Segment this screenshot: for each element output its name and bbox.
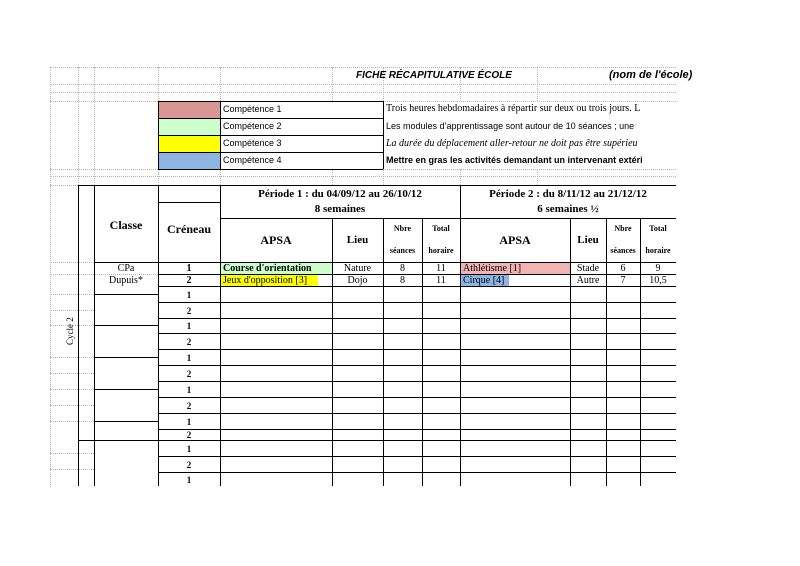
p1-nbre-row2: 8 [400,275,405,286]
header-classe: Classe [109,218,143,232]
creneau-empty-4: 2 [186,337,192,347]
header-p2-seances: séances [610,246,636,255]
school-name-placeholder: (nom de l'école) [609,69,693,81]
creneau-row1: 1 [186,263,192,274]
header-p2-nbre: Nbre [614,224,632,233]
creneau-empty-7: 1 [186,385,192,395]
p2-lieu-row2: Autre [576,275,600,286]
sheet-title: FICHE RÉCAPITULATIVE ÉCOLE [356,70,512,81]
p2-apsa-text-row1: Athlétisme [1] [463,263,522,274]
legend-label-4: Compétence 4 [223,155,282,165]
note-bold: Mettre en gras les activités demandant un intervenant extéri [386,155,643,165]
creneau-empty-9: 1 [186,417,192,427]
header-p1-lieu: Lieu [346,234,369,246]
p2-nbre-row1: 6 [620,263,626,274]
class-name-line1: CPa [117,263,135,274]
header-periode1-weeks: 8 semaines [314,203,366,215]
p1-nbre-row1: 8 [400,263,405,274]
p1-apsa-cell-row2[interactable] [221,275,318,286]
legend-label-2: Compétence 2 [223,121,282,131]
p1-total-row1: 11 [436,263,446,274]
legend-swatch-4 [158,152,220,169]
creneau-empty-6: 2 [186,369,192,379]
creneau-empty-11: 1 [186,444,192,454]
header-p2-lieu: Lieu [577,234,599,246]
header-p2-apsa: APSA [499,233,531,247]
p1-apsa-text-row1: Course d'orientation [223,263,312,274]
header-p2-horaire: horaire [645,246,671,255]
creneau-empty-8: 2 [186,401,192,411]
p1-apsa-cell-row1[interactable] [221,263,332,274]
creneau-empty-5: 1 [186,353,192,363]
creneau-empty-2: 2 [186,306,192,316]
p1-total-row2: 11 [436,275,446,286]
note-modules: Les modules d’apprentissage sont autour de 10 séances ; une [386,121,635,131]
creneau-empty-13: 1 [186,475,192,485]
class-name-line2: Dupuis* [109,275,143,286]
p1-apsa-text-row2: Jeux d'opposition [3] [223,275,308,286]
p2-nbre-row2: 7 [620,275,626,286]
header-p1-horaire: horaire [428,246,454,255]
creneau-row2: 2 [186,275,192,286]
p2-apsa-cell-row2[interactable] [461,275,509,286]
p2-total-row1: 9 [655,263,661,274]
p2-apsa-text-row2: Cirque [4] [463,275,505,286]
note-hours: Trois heures hebdomadaires à répartir sur deux ou trois jours. L [386,103,641,114]
header-p1-total: Total [432,224,450,233]
p2-apsa-cell-row1[interactable] [461,263,570,274]
legend-swatch-3 [158,135,220,152]
creneau-empty-3: 1 [186,321,192,331]
header-periode1: Période 1 : du 04/09/12 au 26/10/12 [258,188,422,200]
legend-label-3: Compétence 3 [223,138,282,148]
creneau-empty-12: 2 [186,460,192,470]
header-periode2: Période 2 : du 8/11/12 au 21/12/12 [489,188,647,200]
cycle-label: Cycle 2 [65,317,75,345]
header-creneau: Créneau [167,222,211,236]
p1-lieu-row2: Dojo [347,275,368,286]
p2-lieu-row1: Stade [576,263,600,274]
header-p2-total: Total [649,224,667,233]
legend-swatch-1 [158,101,220,118]
legend-label-1: Compétence 1 [223,104,282,114]
p2-total-row2: 10,5 [649,275,667,286]
note-travel: La durée du déplacement aller-retour ne doit pas être supérieu [386,138,638,149]
header-p1-nbre: Nbre [393,224,412,233]
header-p1-apsa: APSA [260,233,292,247]
header-periode2-weeks: 6 semaines ½ [537,203,599,215]
creneau-empty-1: 1 [186,290,192,300]
p1-lieu-row1: Nature [343,263,372,274]
header-p1-seances: séances [389,246,416,255]
creneau-empty-10: 2 [186,430,192,440]
legend-swatch-2 [158,118,220,135]
